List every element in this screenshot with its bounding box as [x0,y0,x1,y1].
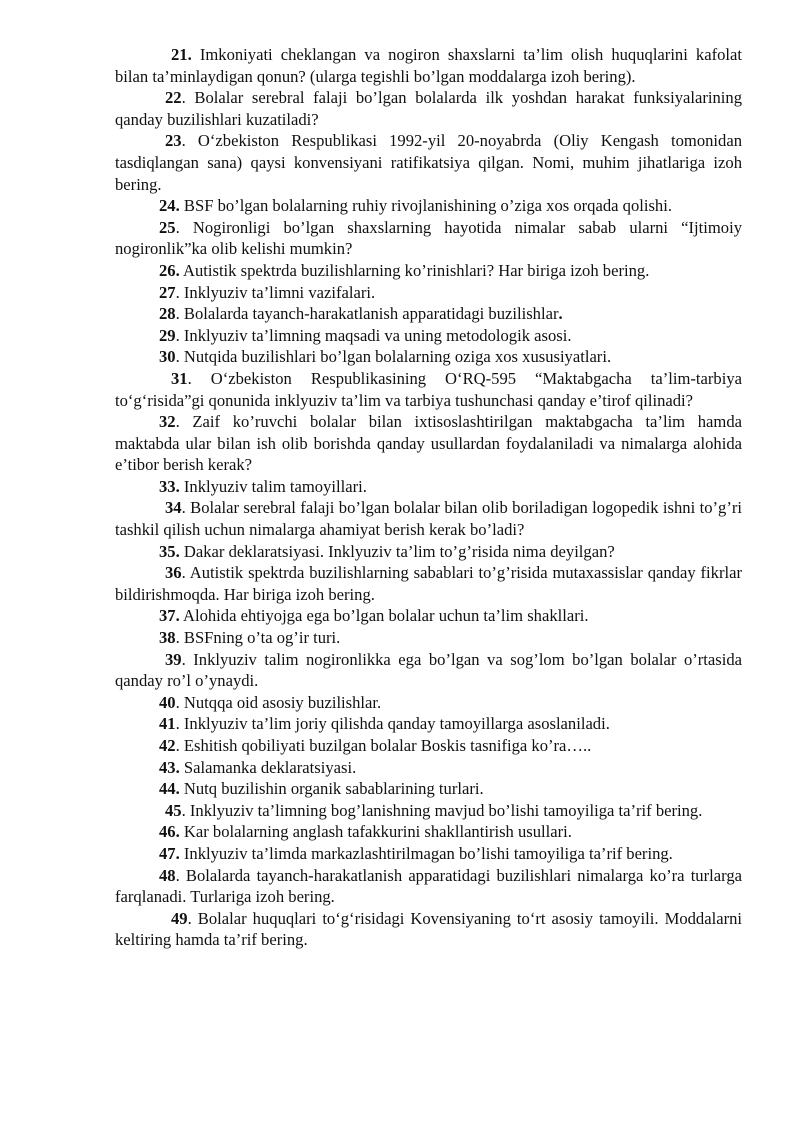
question-item [115,44,742,87]
question-number: 38 [159,628,176,648]
question-number: 31 [171,368,188,388]
question-number: 22 [165,88,182,108]
question-text: Alohida ehtiyojga ega bo’lgan bolalar uchun ta’lim shakllari. [179,606,589,626]
question-item [115,411,742,476]
question-text: . Inklyuziv ta’limni vazifalari. [175,282,376,302]
question-number: 35. [159,541,180,561]
question-item [115,346,742,368]
question-item [115,368,742,411]
question-number: 43. [159,757,180,777]
question-item [115,562,742,605]
question-text: . Eshitish qobiliyati buzilgan bolalar Boskis tasnifiga ko’ra….. [175,736,592,755]
question-end-mark: . [558,304,563,324]
question-text: Nutq buzilishin organik sabablarining turlari. [179,779,484,799]
question-item [115,303,742,325]
question-item [115,778,742,800]
question-number: 32 [159,412,176,432]
question-number: 27 [159,282,176,302]
question-text: Autistik spektrda buzilishlarning ko’rinishlari? Har biriga izoh bering. [179,260,650,280]
question-text: . Inklyuziv talim nogironlikka ega bo’lgan va sog’lom bo’lgan bolalar o’rtasida qanday ro’l o’ynaydi. [115,649,742,691]
question-number: 33. [159,476,180,496]
question-number: 48 [159,865,176,885]
question-text: Salamanka deklaratsiyasi. [179,757,357,777]
question-text: . Bolalarda tayanch-harakatlanish apparatidagi buzilishlari nimalarga ko’ra turlarga farqlanadi. Turlariga izoh bering. [115,865,742,907]
question-text: Kar bolalarning anglash tafakkurini shakllantirish usullari. [179,822,572,842]
question-item [115,692,742,714]
question-number: 36 [165,563,182,583]
question-text: . Zaif ko’ruvchi bolalar bilan ixtisoslashtirilgan maktabgacha ta’lim hamda maktabda ular bilan ish olib borishda qanday usullardan foydalaniladi va nimalarga alohida e’tibor berish kerak? [115,412,742,475]
question-number: 40 [159,692,176,712]
question-item [115,908,742,951]
question-text: . O‘zbekiston Respublikasining O‘RQ-595 “Maktabgacha ta’lim-tarbiya to‘g‘risida”gi qonunida inklyuziv ta’lim va tarbiya tushunchasi qanday e’tirof qilinadi? [115,368,742,410]
question-item [115,821,742,843]
question-item [115,735,742,757]
question-number: 26. [159,260,180,280]
question-number: 42 [159,736,176,755]
question-number: 24. [159,196,180,216]
question-text: . O‘zbekiston Respublikasi 1992-yil 20-noyabrda (Oliy Kengash tomonidan tasdiqlangan sana) qaysi konvensiyani ratifikatsiya qilgan. Nomi, muhim jihatlariga izoh bering. [115,131,742,194]
question-number: 34 [165,498,182,518]
question-text: . Bolalarda tayanch-harakatlanish apparatidagi buzilishlar [175,304,559,324]
question-text: . Bolalar serebral falaji bo’lgan bolalarda ilk yoshdan harakat funksiyalarining qanday buzilishlari kuzatiladi? [115,88,742,129]
question-text: . BSFning o’ta og’ir turi. [175,628,341,648]
question-text: . Inklyuziv ta’lim joriy qilishda qanday tamoyillarga asoslaniladi. [175,714,610,734]
question-number: 39 [165,649,182,669]
question-text: BSF bo’lgan bolalarning ruhiy rivojlanishining o’ziga xos orqada qolishi. [179,196,672,216]
question-item [115,713,742,735]
question-number: 45 [165,800,182,820]
question-number: 44. [159,779,180,799]
question-number: 21. [171,45,192,64]
question-number: 28 [159,304,176,324]
question-number: 49 [171,908,188,928]
question-item [115,282,742,304]
question-item [115,605,742,627]
question-item [115,476,742,498]
question-item [115,865,742,908]
question-text: . Inklyuziv ta’limning bog’lanishning mavjud bo’lishi tamoyiliga ta’rif bering. [181,800,703,820]
question-text: . Autistik spektrda buzilishlarning sabablari to’g’risida mutaxassislar qanday fikrlar bildirishmoqda. Har biriga izoh bering. [115,563,742,604]
question-number: 29 [159,325,176,345]
question-item [115,87,742,130]
question-number: 37. [159,606,180,626]
question-item [115,195,742,217]
question-item [115,497,742,540]
question-item [115,757,742,779]
question-item [115,130,742,195]
question-list [115,44,742,951]
question-text: Imkoniyati cheklangan va nogiron shaxslarni ta’lim olish huquqlarini kafolat bilan ta’minlaydigan qonun? (ularga tegishli bo’lgan moddalarga izoh bering). [115,45,742,86]
question-number: 30 [159,347,176,367]
question-item [115,843,742,865]
question-number: 23 [165,131,182,151]
question-item [115,260,742,282]
question-text: . Inklyuziv ta’limning maqsadi va uning metodologik asosi. [175,325,572,345]
question-item [115,800,742,822]
question-text: Inklyuziv ta’limda markazlashtirilmagan bo’lishi tamoyiliga ta’rif bering. [179,843,673,863]
question-number: 41 [159,714,176,734]
question-text: . Nutqida buzilishlari bo’lgan bolalarning oziga xos xususiyatlari. [175,347,612,367]
question-text: . Bolalar huquqlari to‘g‘risidagi Kovensiyaning to‘rt asosiy tamoyili. Moddalarni keltiring hamda ta’rif bering. [115,908,742,950]
question-text: . Nutqqa oid asosiy buzilishlar. [175,692,382,712]
question-item [115,649,742,692]
question-item [115,217,742,260]
question-text: Dakar deklaratsiyasi. Inklyuziv ta’lim to’g’risida nima deyilgan? [179,541,615,561]
question-number: 46. [159,822,180,842]
question-number: 25 [159,217,176,237]
question-item [115,627,742,649]
question-text: Inklyuziv talim tamoyillari. [179,476,367,496]
question-text: . Nogironligi bo’lgan shaxslarning hayotida nimalar sabab ularni “Ijtimoiy nogironlik”ka olib kelishi mumkin? [115,217,742,259]
question-item [115,541,742,563]
question-item [115,325,742,347]
question-text: . Bolalar serebral falaji bo’lgan bolalar bilan olib boriladigan logopedik ishni to’g’ri tashkil qilish uchun nimalarga ahamiyat berish kerak bo’ladi? [115,498,742,540]
question-number: 47. [159,843,180,863]
